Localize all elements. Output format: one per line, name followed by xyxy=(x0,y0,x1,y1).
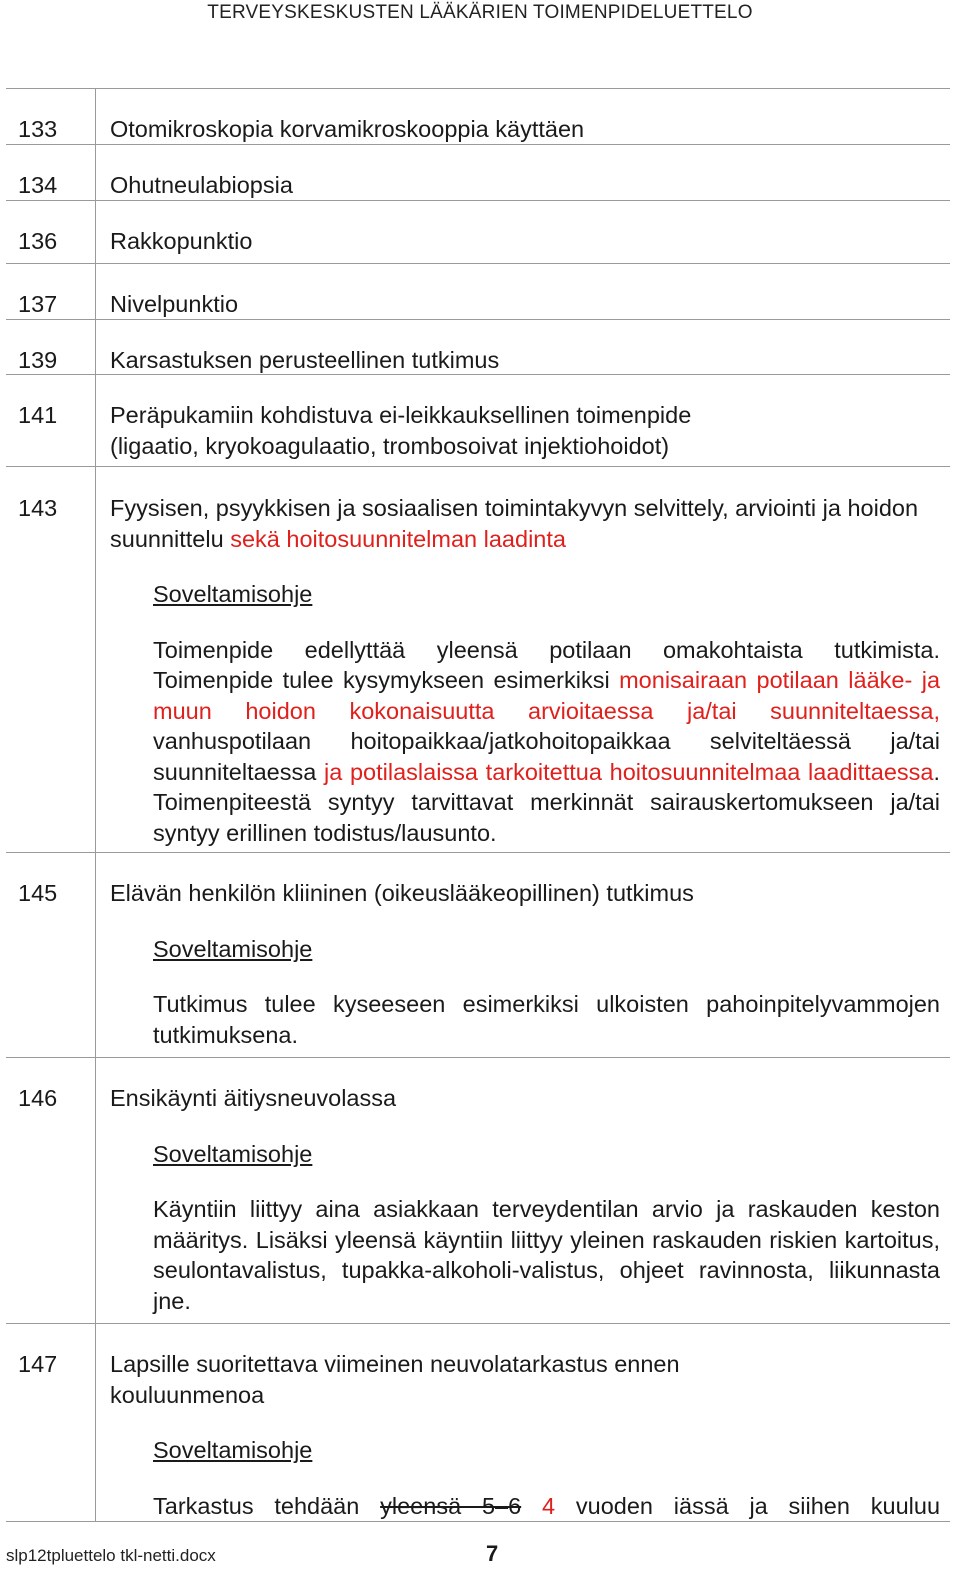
title-text: Fyysisen, psyykkisen ja sosiaalisen toimintakyvyn selvittely, arviointi ja hoidon suunnittelu xyxy=(110,495,919,552)
procedure-code: 137 xyxy=(6,264,96,319)
table-row xyxy=(6,467,950,853)
procedure-title xyxy=(110,1349,940,1410)
procedure-entry xyxy=(96,1058,950,1323)
table-row xyxy=(6,320,950,375)
table-row xyxy=(6,853,950,1058)
procedure-code: 141 xyxy=(6,375,96,466)
procedure-code: 147 xyxy=(6,1324,96,1521)
table-row xyxy=(6,264,950,320)
procedure-code: 146 xyxy=(6,1058,96,1323)
procedure-code: 145 xyxy=(6,853,96,1057)
application-guide-heading: Soveltamisohje xyxy=(153,1140,313,1167)
table-row xyxy=(6,201,950,264)
application-guide-text xyxy=(153,1491,940,1522)
table-row xyxy=(6,89,950,145)
procedure-title: Ohutneulabiopsia xyxy=(110,172,293,198)
procedure-title xyxy=(96,375,950,466)
guide-revision-text: monisairaan potilaan lääke- ja muun hoidon kokonaisuutta arvioitaessa ja/tai suunniteltaessa, xyxy=(153,667,941,724)
title-line: kouluunmenoa xyxy=(110,1381,265,1408)
application-guide-text: Tutkimus tulee kyseeseen esimerkiksi ulkoisten pahoinpitelyvammojen tutkimuksena. xyxy=(153,991,940,1048)
procedure-title: Elävän henkilön kliininen (oikeuslääkeopillinen) tutkimus xyxy=(110,880,694,906)
table-row xyxy=(6,1058,950,1324)
procedure-entry xyxy=(96,1324,950,1521)
application-guide-heading: Soveltamisohje xyxy=(153,581,313,607)
procedure-code: 136 xyxy=(6,201,96,263)
page-number: 7 xyxy=(486,1541,499,1566)
application-guide-heading: Soveltamisohje xyxy=(153,1437,313,1463)
procedure-code: 139 xyxy=(6,320,96,374)
procedure-table xyxy=(6,88,950,1522)
procedure-code: 143 xyxy=(6,467,96,852)
procedure-entry xyxy=(96,467,950,852)
title-line: (ligaatio, kryokoagulaatio, trombosoivat injektiohoidot) xyxy=(110,432,670,459)
footer-filename: slp12tpluettelo tkl-netti.docx xyxy=(6,1546,216,1565)
application-guide-text xyxy=(153,635,940,849)
table-row xyxy=(6,1324,950,1522)
table-row xyxy=(6,145,950,201)
procedure-code: 133 xyxy=(6,89,96,144)
procedure-title: Nivelpunktio xyxy=(110,291,239,317)
struck-text: yleensä 5–6 xyxy=(380,1492,522,1519)
guide-text-part: vanhuspotilaan hoitopaikkaa/jatkohoitopaikkaa selviteltäessä ja/tai suunniteltaessa xyxy=(153,728,940,785)
document-header: TERVEYSKESKUSTEN LÄÄKÄRIEN TOIMENPIDELUETTELO xyxy=(207,2,753,23)
procedure-entry xyxy=(96,853,950,1057)
guide-text-part: vuoden iässä ja siihen kuuluu xyxy=(575,1492,941,1519)
title-revision-text: sekä hoitosuunnitelman laadinta xyxy=(230,525,566,552)
title-line: Peräpukamiin kohdistuva ei-leikkauksellinen toimenpide xyxy=(110,402,692,428)
application-guide-text: Käyntiin liittyy aina asiakkaan terveydentilan arvio ja raskauden keston määritys. Lisäksi yleensä käyntiin liittyy yleinen raskauden riskien kartoitus, seulontavalistus, tupakka-alkoholi-valistus, ohjeet ravinnosta, liikunnasta jne. xyxy=(153,1196,940,1314)
procedure-title: Otomikroskopia korvamikroskooppia käyttäen xyxy=(110,116,585,142)
procedure-title: Karsastuksen perusteellinen tutkimus xyxy=(110,347,500,373)
guide-revision-text: 4 xyxy=(541,1492,556,1519)
table-row xyxy=(6,375,950,467)
guide-text-part: . Toimenpiteestä syntyy tarvittavat merkinnät sairauskertomukseen ja/tai syntyy erillinen todistus/lausunto. xyxy=(153,758,940,846)
guide-revision-text: ja potilaslaissa tarkoitettua hoitosuunnitelmaa laadittaessa xyxy=(324,758,934,785)
application-guide-heading: Soveltamisohje xyxy=(153,935,313,962)
procedure-title: Rakkopunktio xyxy=(110,228,253,254)
guide-text-part: Toimenpide edellyttää yleensä potilaan omakohtaista tutkimista. Toimenpide tulee kysymykseen esimerkiksi xyxy=(153,636,940,693)
title-line: Lapsille suoritettava viimeinen neuvolatarkastus ennen xyxy=(110,1351,680,1377)
procedure-code: 134 xyxy=(6,145,96,200)
procedure-title: Ensikäynti äitiysneuvolassa xyxy=(110,1085,397,1111)
guide-text-part: Tarkastus tehdään xyxy=(153,1492,360,1519)
procedure-title xyxy=(110,493,940,554)
